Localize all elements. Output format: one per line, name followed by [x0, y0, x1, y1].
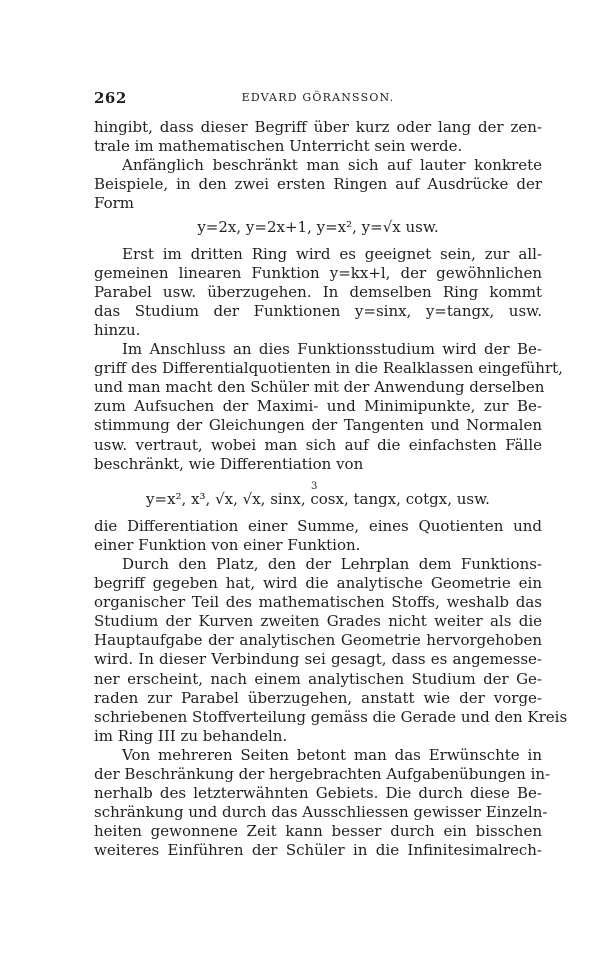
text-line: Anfänglich beschränkt man sich auf lauter konkrete	[122, 156, 542, 175]
text-line: nerhalb des letzterwähnten Gebiets. Die durch diese Be-	[94, 784, 542, 803]
text-line: schränkung und durch das Ausschliessen gewisser Einzeln-	[94, 803, 548, 822]
text-line: Parabel usw. überzugehen. In demselben Ring kommt	[94, 282, 542, 301]
formula-derivatives	[94, 480, 542, 509]
paragraph-4	[94, 340, 542, 359]
text-line: gemeinen linearen Funktion y=kx+l, der gewöhnlichen	[94, 263, 542, 282]
text-line: und man macht den Schüler mit der Anwendung derselben	[94, 378, 545, 397]
text-line: der Beschränkung der hergebrachten Aufgabenübungen in-	[94, 765, 551, 783]
text-line: hinzu.	[94, 320, 141, 339]
page-number: 262	[94, 89, 127, 107]
text-line: einer Funktion von einer Funktion.	[94, 535, 361, 554]
text-line: usw. vertraut, wobei man sich auf die einfachsten Fälle	[94, 435, 542, 454]
formula-derivatives-text: y=x², x³, √x, √x, sinx, cosx, tangx, cotgx, usw.	[146, 489, 490, 508]
text-line: Erst im dritten Ring wird es geeignet sein, zur all-	[122, 244, 542, 263]
body-text	[94, 118, 568, 860]
paragraph-7-cont	[94, 765, 551, 860]
paragraph-1	[94, 118, 542, 156]
text-line: raden zur Parabel überzugehen, anstatt wie der vorge-	[94, 688, 542, 707]
text-line: hingibt, dass dieser Begriff über kurz oder lang der zen-	[94, 118, 542, 136]
text-line: im Ring III zu behandeln.	[94, 726, 288, 745]
text-line: Von mehreren Seiten betont man das Erwünschte in	[122, 745, 542, 764]
paragraph-6-cont	[94, 574, 568, 746]
text-line: stimmung der Gleichungen der Tangenten und Normalen	[94, 416, 542, 435]
paragraph-7	[94, 746, 542, 765]
text-line: griff des Differentialquotienten in die Realklassen eingeführt,	[94, 359, 563, 378]
text-line: begriff gegeben hat, wird die analytische Geometrie ein	[94, 574, 542, 593]
paragraph-3	[94, 245, 542, 264]
paragraph-2	[94, 156, 542, 175]
text-line: Durch den Platz, den der Lehrplan dem Funktions-	[122, 554, 542, 573]
text-line: Form	[94, 194, 135, 213]
text-line: Hauptaufgabe der analytischen Geometrie hervorgehoben	[94, 631, 542, 650]
page-header	[94, 89, 542, 111]
running-title: EDVARD GÖRANSSON.	[241, 91, 395, 104]
text-line: zum Aufsuchen der Maximi- und Minimipunkte, zur Be-	[94, 397, 542, 416]
text-line: beschränkt, wie Differentiation von	[94, 454, 364, 473]
text-line: organischer Teil des mathematischen Stoffs, weshalb das	[94, 593, 542, 612]
text-line: heiten gewonnene Zeit kann besser durch ein bisschen	[94, 822, 542, 841]
text-line: Im Anschluss an dies Funktionsstudium wird der Be-	[122, 340, 542, 359]
formula-basic-functions: y=2x, y=2x+1, y=x², y=√x usw.	[197, 218, 439, 237]
text-line: die Differentiation einer Summe, eines Quotienten und	[94, 516, 542, 535]
text-line: weiteres Einführen der Schüler in die Infinitesimalrech-	[94, 841, 542, 860]
paragraph-3-cont	[94, 264, 542, 340]
text-line: Studium der Kurven zweiten Grades nicht weiter als die	[94, 612, 542, 631]
text-line: das Studium der Funktionen y=sinx, y=tangx, usw.	[94, 301, 542, 320]
cube-root-index: 3	[311, 480, 318, 492]
text-line: trale im mathematischen Unterricht sein werde.	[94, 137, 463, 156]
paragraph-4-cont	[94, 359, 563, 474]
text-line: Beispiele, in den zwei ersten Ringen auf Ausdrücke der	[94, 175, 542, 194]
paragraph-2-cont	[94, 175, 542, 213]
paragraph-5	[94, 517, 542, 555]
text-line: wird. In dieser Verbindung sei gesagt, dass es angemesse-	[94, 650, 542, 669]
paragraph-6	[94, 555, 542, 574]
text-line: schriebenen Stoffverteilung gemäss die Gerade und den Kreis	[94, 707, 568, 726]
text-line: ner erscheint, nach einem analytischen Studium der Ge-	[94, 669, 542, 688]
